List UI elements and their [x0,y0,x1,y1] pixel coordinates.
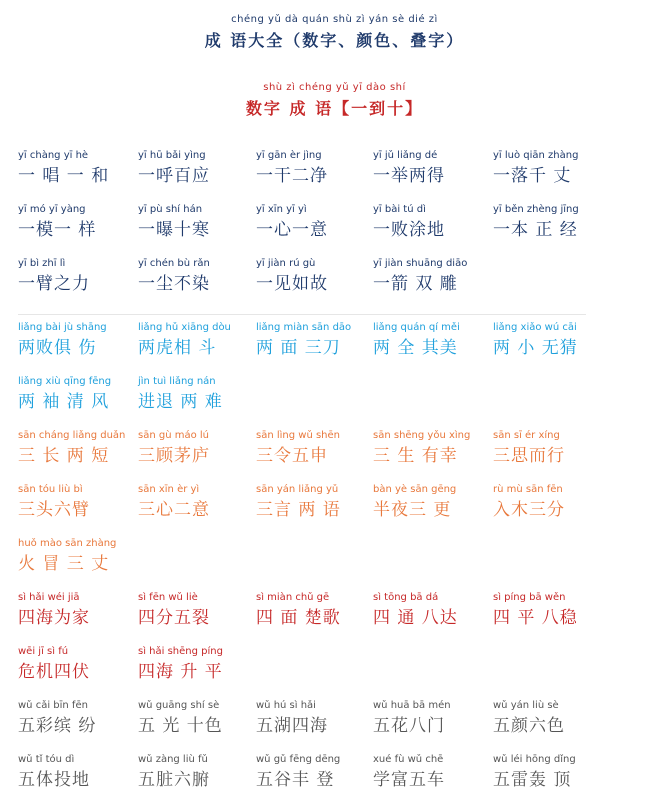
idiom-text: 入木三分 [493,500,565,520]
idiom-pinyin: yī gān èr jìng [256,150,322,161]
idiom-item [138,376,258,413]
idiom-pinyin: yī chàng yī hè [18,150,89,161]
idiom-item [138,592,258,629]
idiom-text: 五湖四海 [256,716,328,736]
idiom-pinyin: sì hǎi wéi jiā [18,592,80,603]
idiom-pinyin: yī bài tú dì [373,204,426,215]
idiom-text: 一举两得 [373,166,445,186]
idiom-text: 一败涂地 [373,220,445,240]
idiom-item [18,592,138,629]
idiom-text: 四分五裂 [138,608,210,628]
idiom-pinyin: sì miàn chǔ gē [256,592,330,603]
idiom-item [138,258,258,295]
idiom-text: 危机四伏 [18,662,90,682]
idiom-text: 两 面 三刀 [256,338,341,358]
idiom-text: 三令五申 [256,446,328,466]
idiom-text: 三心二意 [138,500,210,520]
idiom-pinyin: wǔ zàng liù fǔ [138,754,208,765]
idiom-pinyin: rù mù sān fēn [493,484,563,495]
idiom-text: 一箭 双 雕 [373,274,458,294]
idiom-text: 一模一 样 [18,220,97,240]
idiom-item [373,150,493,187]
idiom-pinyin: wǔ huā bā mén [373,700,451,711]
idiom-item [18,376,138,413]
idiom-item [18,258,138,295]
idiom-pinyin: yī mó yī yàng [18,204,86,215]
idiom-item [18,150,138,187]
idiom-text: 一曝十寒 [138,220,210,240]
idiom-item [138,430,258,467]
idiom-pinyin: yī jiàn shuāng diāo [373,258,468,269]
idiom-text: 一 唱 一 和 [18,166,110,186]
idiom-text: 三头六臂 [18,500,90,520]
idiom-pinyin: sì fēn wǔ liè [138,592,198,603]
idiom-text: 五体投地 [18,770,90,790]
idiom-pinyin: wǔ tǐ tóu dì [18,754,75,765]
idiom-item [256,150,376,187]
idiom-item [373,700,493,737]
idiom-text: 一干二净 [256,166,328,186]
idiom-pinyin: yī xīn yī yì [256,204,307,215]
idiom-text: 四 通 八达 [373,608,458,628]
idiom-pinyin: sān cháng liǎng duǎn [18,430,126,441]
idiom-text: 一心一意 [256,220,328,240]
idiom-item [256,754,376,791]
idiom-text: 一本 正 经 [493,220,578,240]
title-pinyin: chéng yǔ dà quán shù zì yán sè dié zì [231,14,438,25]
idiom-text: 一尘不染 [138,274,210,294]
idiom-text: 四 平 八稳 [493,608,578,628]
idiom-item [18,204,138,241]
idiom-item [373,430,493,467]
idiom-item [18,322,138,359]
idiom-pinyin: sì tōng bā dá [373,592,439,603]
idiom-text: 四海 升 平 [138,662,223,682]
idiom-pinyin: wǔ cǎi bīn fēn [18,700,88,711]
idiom-text: 五彩缤 纷 [18,716,97,736]
idiom-item [493,430,613,467]
idiom-item [373,204,493,241]
idiom-text: 一落千 丈 [493,166,572,186]
idiom-text: 三 生 有幸 [373,446,458,466]
idiom-pinyin: sān tóu liù bì [18,484,83,495]
idiom-text: 三顾茅庐 [138,446,210,466]
idiom-text: 五雷轰 顶 [493,770,572,790]
idiom-pinyin: liǎng xiù qīng fēng [18,376,112,387]
idiom-text: 两 袖 清 风 [18,392,110,412]
idiom-item [138,322,258,359]
idiom-pinyin: sān gù máo lú [138,430,210,441]
idiom-pinyin: liǎng hǔ xiāng dòu [138,322,231,333]
idiom-pinyin: liǎng xiǎo wú cāi [493,322,577,333]
idiom-item [18,700,138,737]
idiom-item [373,592,493,629]
idiom-item [18,754,138,791]
idiom-pinyin: liǎng miàn sān dāo [256,322,352,333]
idiom-pinyin: yī chén bù rǎn [138,258,210,269]
idiom-pinyin: sān yán liǎng yǔ [256,484,339,495]
idiom-pinyin: wǔ léi hōng dǐng [493,754,576,765]
idiom-text: 四 面 楚歌 [256,608,341,628]
idiom-text: 两 全 其美 [373,338,458,358]
idiom-text: 火 冒 三 丈 [18,554,110,574]
idiom-item [493,700,613,737]
idiom-item [493,754,613,791]
idiom-text: 两败俱 伤 [18,338,97,358]
idiom-text: 一臂之力 [18,274,90,294]
idiom-pinyin: wǔ guāng shí sè [138,700,220,711]
idiom-item [18,646,138,683]
idiom-text: 四海为家 [18,608,90,628]
idiom-item [18,484,138,521]
idiom-pinyin: sān shēng yǒu xìng [373,430,471,441]
idiom-pinyin: liǎng bài jù shāng [18,322,107,333]
section-title: 数字 成 语【一到十】 [245,99,424,118]
idiom-item [373,754,493,791]
idiom-pinyin: yī hū bǎi yìng [138,150,206,161]
idiom-item [493,150,613,187]
idiom-pinyin: sì hǎi shēng píng [138,646,223,657]
idiom-item [493,484,613,521]
idiom-pinyin: yī běn zhèng jīng [493,204,579,215]
page-header [0,14,669,51]
idiom-item [493,322,613,359]
idiom-pinyin: wǔ hú sì hǎi [256,700,316,711]
idiom-pinyin: wēi jī sì fú [18,646,69,657]
idiom-pinyin: yī jǔ liǎng dé [373,150,438,161]
idiom-pinyin: yī bì zhī lì [18,258,66,269]
idiom-pinyin: sān xīn èr yì [138,484,200,495]
idiom-text: 五谷丰 登 [256,770,335,790]
idiom-text: 五颜六色 [493,716,565,736]
idiom-item [493,204,613,241]
idiom-item [256,484,376,521]
idiom-text: 五 光 十色 [138,716,223,736]
idiom-item [256,322,376,359]
idiom-text: 一见如故 [256,274,328,294]
idiom-item [138,700,258,737]
idiom-pinyin: bàn yè sān gēng [373,484,457,495]
page-title: 成 语大全（数字、颜色、叠字） [204,31,465,50]
idiom-item [256,592,376,629]
idiom-pinyin: yī jiàn rú gù [256,258,316,269]
idiom-text: 三 长 两 短 [18,446,110,466]
idiom-text: 两 小 无猜 [493,338,578,358]
idiom-text: 五花八门 [373,716,445,736]
idiom-item [138,754,258,791]
idiom-pinyin: jìn tuì liǎng nán [138,376,216,387]
idiom-pinyin: wǔ gǔ fēng dēng [256,754,341,765]
idiom-item [138,204,258,241]
idiom-pinyin: xué fù wǔ chē [373,754,444,765]
idiom-text: 半夜三 更 [373,500,452,520]
idiom-item [256,700,376,737]
idiom-text: 三思而行 [493,446,565,466]
idiom-text: 进退 两 难 [138,392,223,412]
divider [18,314,586,315]
idiom-item [256,258,376,295]
idiom-text: 一呼百应 [138,166,210,186]
section-title-pinyin: shù zì chéng yǔ yī dào shí [263,82,406,93]
idiom-item [373,322,493,359]
idiom-item [138,484,258,521]
idiom-pinyin: huǒ mào sān zhàng [18,538,117,549]
idiom-item [256,204,376,241]
idiom-item [138,646,258,683]
idiom-pinyin: liǎng quán qí měi [373,322,460,333]
idiom-item [373,484,493,521]
idiom-item [138,150,258,187]
idiom-text: 学富五车 [373,770,445,790]
idiom-pinyin: yī pù shí hán [138,204,203,215]
section-header [0,82,669,119]
idiom-text: 两虎相 斗 [138,338,217,358]
idiom-item [493,592,613,629]
idiom-item [18,538,138,575]
idiom-pinyin: yī luò qiān zhàng [493,150,579,161]
idiom-pinyin: sì píng bā wěn [493,592,566,603]
idiom-text: 五脏六腑 [138,770,210,790]
idiom-item [18,430,138,467]
idiom-item [373,258,493,295]
idiom-pinyin: sān sī ér xíng [493,430,560,441]
idiom-text: 三言 两 语 [256,500,341,520]
idiom-item [256,430,376,467]
idiom-pinyin: wǔ yán liù sè [493,700,559,711]
idiom-pinyin: sān lìng wǔ shēn [256,430,341,441]
